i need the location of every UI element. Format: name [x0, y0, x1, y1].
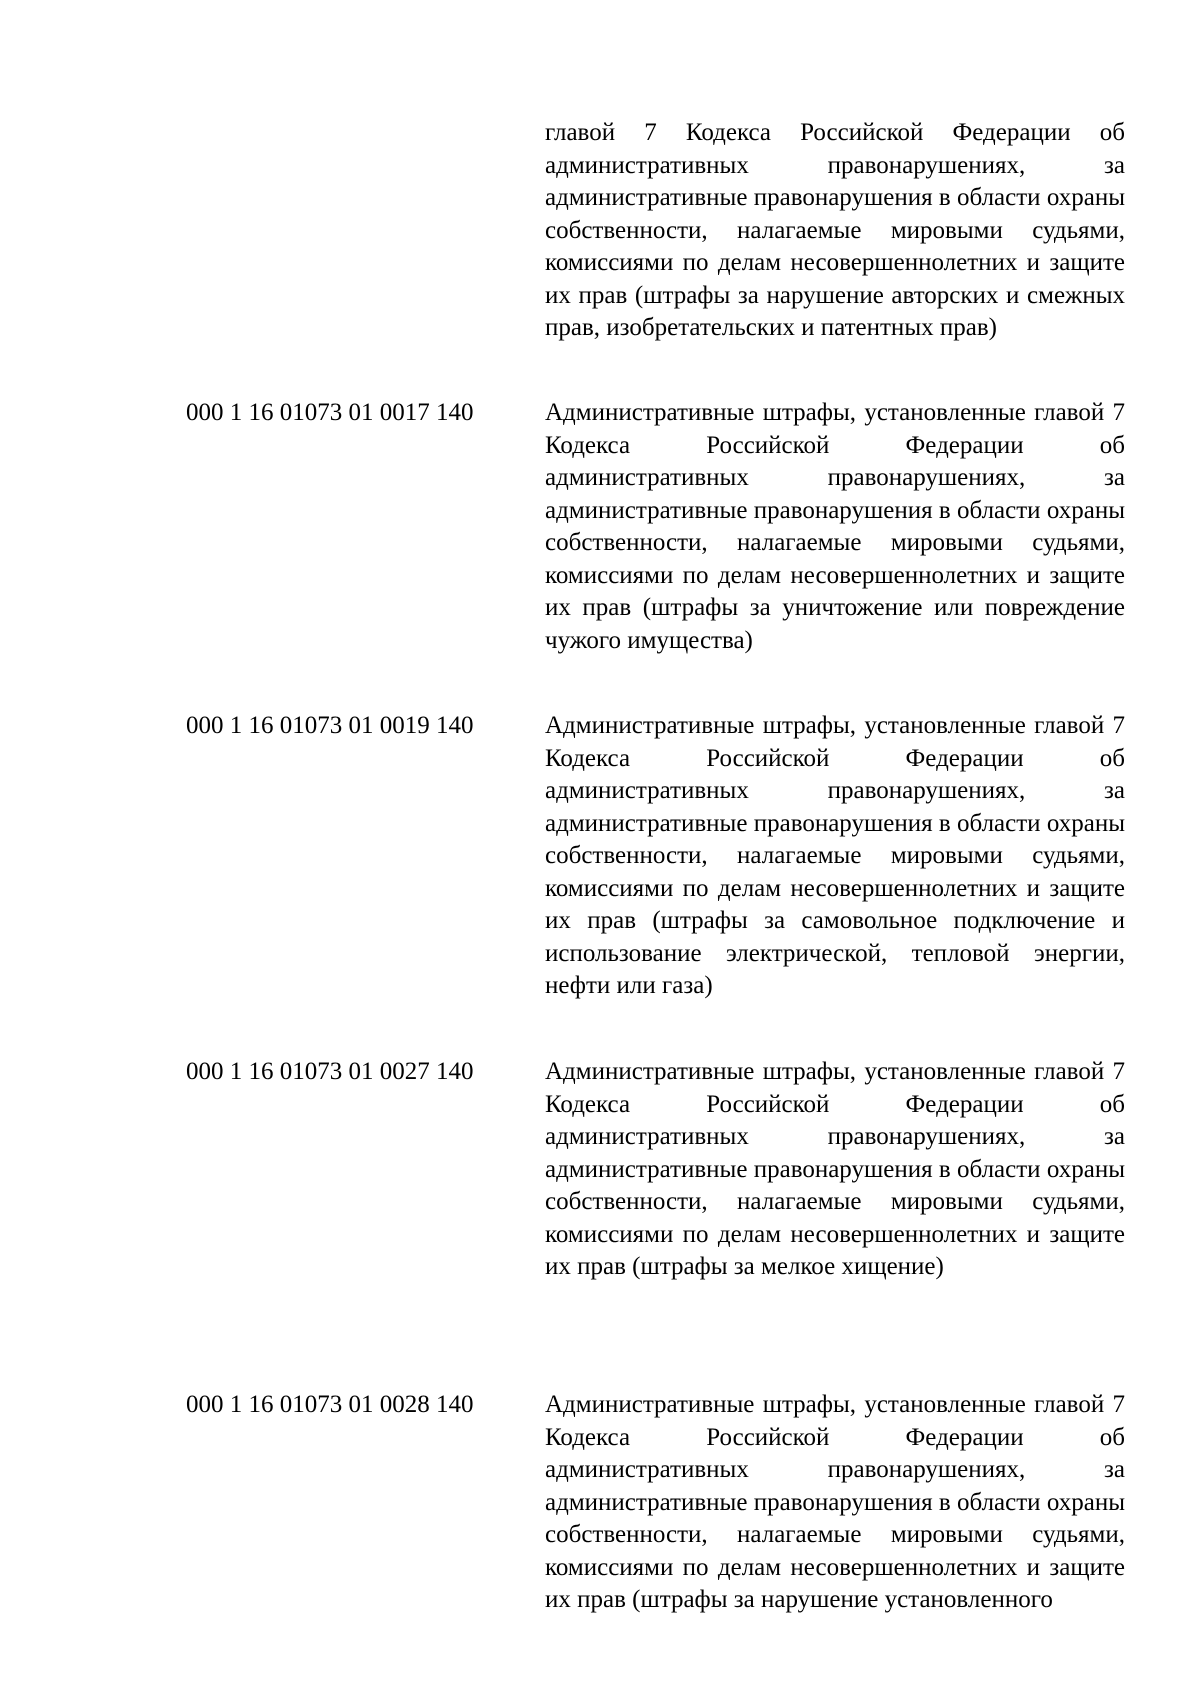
row-description: Административные штрафы, установленные главой 7 Кодекса Российской Федерации об административных правонарушениях, за административные правонарушения в области охраны собственности, налагаемые мировыми судьями, комиссиями по делам несовершеннолетних и защите их прав (штрафы за нарушение установленного — [545, 1391, 1125, 1613]
budget-classification-code: 000 1 16 01073 01 0028 140 — [186, 1391, 474, 1418]
row-description: Административные штрафы, установленные главой 7 Кодекса Российской Федерации об административных правонарушениях, за административные правонарушения в области охраны собственности, налагаемые мировыми судьями, комиссиями по делам несовершеннолетних и защите их прав (штрафы за мелкое хищение) — [545, 1058, 1125, 1280]
row-description: главой 7 Кодекса Российской Федерации об административных правонарушениях, за административные правонарушения в области охраны собственности, налагаемые мировыми судьями, комиссиями по делам несовершеннолетних и защите их прав (штрафы за нарушение авторских и смежных прав, изобретательских и патентных прав) — [545, 119, 1125, 341]
budget-classification-code: 000 1 16 01073 01 0017 140 — [186, 399, 474, 426]
row-description: Административные штрафы, установленные главой 7 Кодекса Российской Федерации об административных правонарушениях, за административные правонарушения в области охраны собственности, налагаемые мировыми судьями, комиссиями по делам несовершеннолетних и защите их прав (штрафы за уничтожение или повреждение чужого имущества) — [545, 399, 1125, 654]
row-description: Административные штрафы, установленные главой 7 Кодекса Российской Федерации об административных правонарушениях, за административные правонарушения в области охраны собственности, налагаемые мировыми судьями, комиссиями по делам несовершеннолетних и защите их прав (штрафы за самовольное подключение и использование электрической, тепловой энергии, нефти или газа) — [545, 712, 1125, 999]
budget-classification-code: 000 1 16 01073 01 0019 140 — [186, 712, 474, 739]
budget-classification-code: 000 1 16 01073 01 0027 140 — [186, 1058, 474, 1085]
